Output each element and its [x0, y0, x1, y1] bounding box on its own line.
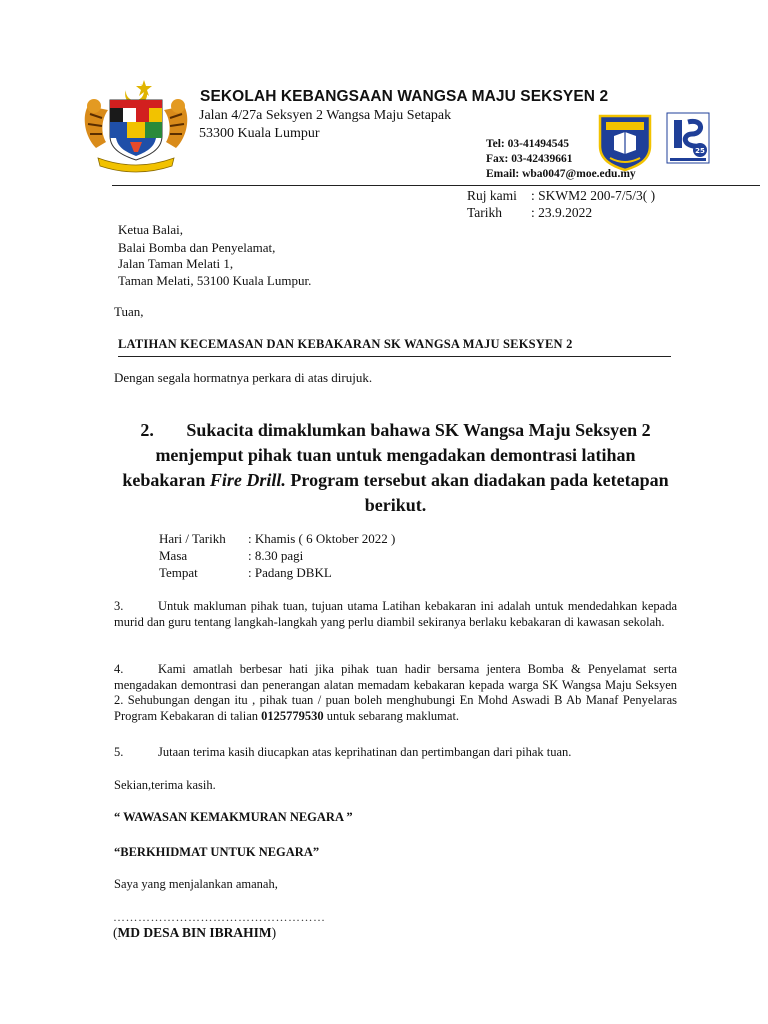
school-name: SEKOLAH KEBANGSAAN WANGSA MAJU SEKSYEN 2 [200, 88, 609, 105]
detail-label-place: Tempat [159, 565, 198, 580]
letter-subject: LATIHAN KECEMASAN DAN KEBAKARAN SK WANGSA MAJU SEKSYEN 2 [118, 337, 573, 351]
paragraph-4-text-b: untuk sebarang maklumat. [323, 708, 460, 723]
paragraph-3 [114, 599, 677, 630]
signatory-close-paren: ) [271, 925, 277, 940]
paragraph-4-text-a: Kami amatlah berbesar hati jika pihak tuan hadir bersama jentera Bomba & Penyelamat serta mengadakan demontrasi dan penerangan alatan memadam kebakaran kepada warga SK Wangsa Maju Seksyen 2. Sehubungan dengan itu , pihak tuan / puan boleh menghubungi En Mohd Aswadi B Ab Manaf Penyelaras Program Kebakaran di talian [114, 662, 677, 723]
recipient-line-1: Ketua Balai, [118, 222, 183, 237]
paragraph-5-number: 5. [114, 745, 124, 759]
ims-logo-number: 25 [695, 147, 705, 155]
signature-line: …………………………………………… [113, 910, 326, 924]
signatory-name-text: MD DESA BIN IBRAHIM [117, 925, 272, 940]
signatory-open-paren: ( [113, 925, 118, 940]
fax-number: Fax: 03-42439661 [486, 153, 573, 165]
reference-value: : SKWM2 200-7/5/3( ) [531, 188, 656, 203]
intro-paragraph: Dengan segala hormatnya perkara di atas dirujuk. [114, 370, 373, 385]
detail-label-day-date: Hari / Tarikh [159, 531, 226, 546]
school-address-line-1: Jalan 4/27a Seksyen 2 Wangsa Maju Setapak [199, 108, 452, 123]
subject-underline [118, 356, 671, 357]
paragraph-2-text-a: Sukacita dimaklumkan bahawa SK Wangsa Maju Seksyen 2 menjemput pihak tuan untuk mengadakan demontrasi latihan kebakaran [122, 420, 651, 490]
paragraph-5-text: Jutaan terima kasih diucapkan atas keprihatinan dan pertimbangan dari pihak tuan. [158, 745, 572, 759]
detail-value-time: : 8.30 pagi [248, 548, 304, 563]
signatory-name [113, 925, 276, 941]
detail-value-place: : Padang DBKL [248, 565, 332, 580]
recipient-line-2: Balai Bomba dan Penyelamat, [118, 240, 276, 255]
motto-wawasan: “ WAWASAN KEMAKMURAN NEGARA ” [114, 810, 353, 824]
paragraph-5 [114, 745, 677, 761]
detail-value-day-date: : Khamis ( 6 Oktober 2022 ) [248, 531, 396, 546]
paragraph-2-italic: Fire Drill. [209, 470, 286, 490]
reference-label: Ruj kami [467, 188, 517, 203]
paragraph-4 [114, 662, 677, 724]
motto-berkhidmat: “BERKHIDMAT UNTUK NEGARA” [114, 845, 320, 859]
paragraph-2-number: 2. [140, 420, 154, 440]
date-label: Tarikh [467, 205, 503, 220]
recipient-line-4: Taman Melati, 53100 Kuala Lumpur. [118, 273, 312, 288]
ims-25-logo [666, 112, 710, 168]
paragraph-4-number: 4. [114, 662, 124, 676]
school-address-line-2: 53300 Kuala Lumpur [199, 126, 320, 141]
letterhead-divider [112, 185, 760, 186]
email-address: Email: wba0047@moe.edu.my [486, 168, 636, 180]
contact-phone-number: 0125779530 [261, 708, 324, 723]
paragraph-3-text: Untuk makluman pihak tuan, tujuan utama Latihan kebakaran ini adalah untuk mendedahkan kepada murid dan guru tentang langkah-langkah yang perlu diambil sekiranya berlaku kebakaran di kawasan sekolah. [114, 599, 677, 629]
school-badge-logo [596, 112, 654, 172]
paragraph-3-number: 3. [114, 599, 124, 613]
recipient-line-3: Jalan Taman Melati 1, [118, 256, 234, 271]
paragraph-2 [118, 418, 673, 518]
closing-line: Sekian,terima kasih. [114, 778, 216, 792]
paragraph-2-text-b: Program tersebut akan diadakan pada ketetapan berikut. [285, 470, 669, 515]
date-value: : 23.9.2022 [531, 205, 593, 220]
telephone-number: Tel: 03-41494545 [486, 138, 569, 150]
signoff-line: Saya yang menjalankan amanah, [114, 877, 278, 891]
salutation: Tuan, [114, 304, 144, 319]
malaysia-coat-of-arms-logo [76, 76, 196, 176]
detail-label-time: Masa [159, 548, 188, 563]
